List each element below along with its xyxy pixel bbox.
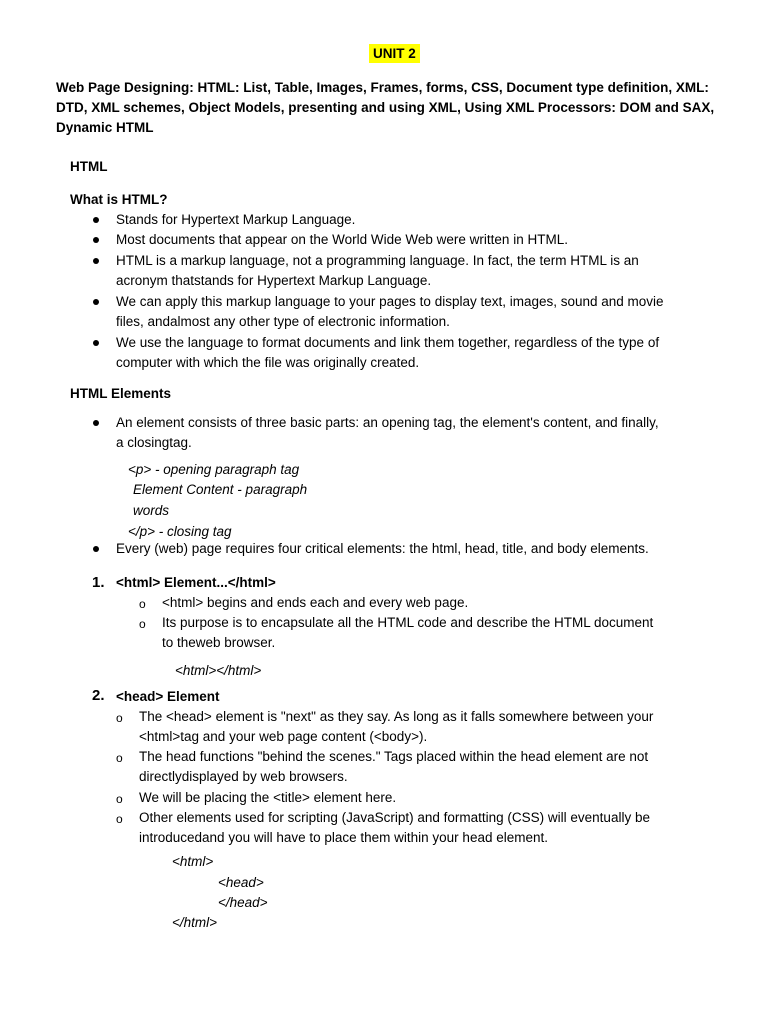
item2-heading: <head> Element [116,689,220,704]
list-number: 1. [92,574,105,591]
code-line: <head> [218,875,264,890]
code-line: </head> [218,895,268,910]
bullet-text-cont: files, andalmost any other type of electronic information. [116,314,450,329]
item1-heading: <html> Element...</html> [116,575,276,590]
circle-bullet-icon: o [116,751,123,765]
bullet-icon [93,299,99,305]
code-line: </html> [172,915,218,930]
intro-line: Dynamic HTML [56,120,154,135]
sub-bullet-text: We will be placing the <title> element here. [139,790,397,805]
sub-bullet-text-cont: introducedand you will have to place them within your head element. [139,830,548,845]
intro-paragraph [56,78,716,138]
bullet-icon [93,340,99,346]
sub-bullet-text: <html> begins and ends each and every web page. [162,595,469,610]
bullet-icon [93,237,99,243]
bullet-text: An element consists of three basic parts: an opening tag, the element's content, and finally, [116,415,659,430]
circle-bullet-icon: o [116,711,123,725]
code-line: <html></html> [175,663,262,678]
code-line: Element Content - paragraph [133,482,308,497]
circle-bullet-icon: o [139,597,146,611]
sub-bullet-text: Its purpose is to encapsulate all the HTML code and describe the HTML document [162,615,654,630]
bullet-text-cont: a closingtag. [116,435,192,450]
bullet-icon [93,258,99,264]
bullet-text: Every (web) page requires four critical elements: the html, head, title, and body elements. [116,541,649,556]
bullet-icon [93,420,99,426]
circle-bullet-icon: o [116,792,123,806]
sub-bullet-text-cont: to theweb browser. [162,635,276,650]
bullet-text: HTML is a markup language, not a programming language. In fact, the term HTML is an [116,253,639,268]
bullet-text: We use the language to format documents and link them together, regardless of the type of [116,335,660,350]
intro-line: Web Page Designing: HTML: List, Table, Images, Frames, forms, CSS, Document type definition, XML: [56,80,709,95]
sub-bullet-text: Other elements used for scripting (JavaScript) and formatting (CSS) will eventually be [139,810,650,825]
circle-bullet-icon: o [116,812,123,826]
list-number: 2. [92,687,105,704]
intro-line: DTD, XML schemes, Object Models, presenting and using XML, Using XML Processors: DOM and SAX, [56,100,715,115]
what-is-html-heading: What is HTML? [70,192,168,207]
code-line: words [133,503,170,518]
sub-bullet-text: The <head> element is "next" as they say. As long as it falls somewhere between your [139,709,654,724]
section-heading-html: HTML [70,159,108,174]
html-elements-heading: HTML Elements [70,386,172,401]
unit-title: UNIT 2 [369,44,420,63]
bullet-text: Stands for Hypertext Markup Language. [116,212,356,227]
code-line: <p> - opening paragraph tag [128,462,300,477]
bullet-text: Most documents that appear on the World Wide Web were written in HTML. [116,232,568,247]
sub-bullet-text-cont: directlydisplayed by web browsers. [139,769,348,784]
bullet-icon [93,217,99,223]
sub-bullet-text-cont: <html>tag and your web page content (<body>). [139,729,428,744]
bullet-text-cont: computer with which the file was originally created. [116,355,420,370]
code-line: </p> - closing tag [128,524,232,539]
bullet-text-cont: acronym thatstands for Hypertext Markup Language. [116,273,432,288]
bullet-text: We can apply this markup language to your pages to display text, images, sound and movie [116,294,664,309]
sub-bullet-text: The head functions "behind the scenes." Tags placed within the head element are not [139,749,649,764]
code-line: <html> [172,854,214,869]
bullet-icon [93,546,99,552]
circle-bullet-icon: o [139,617,146,631]
